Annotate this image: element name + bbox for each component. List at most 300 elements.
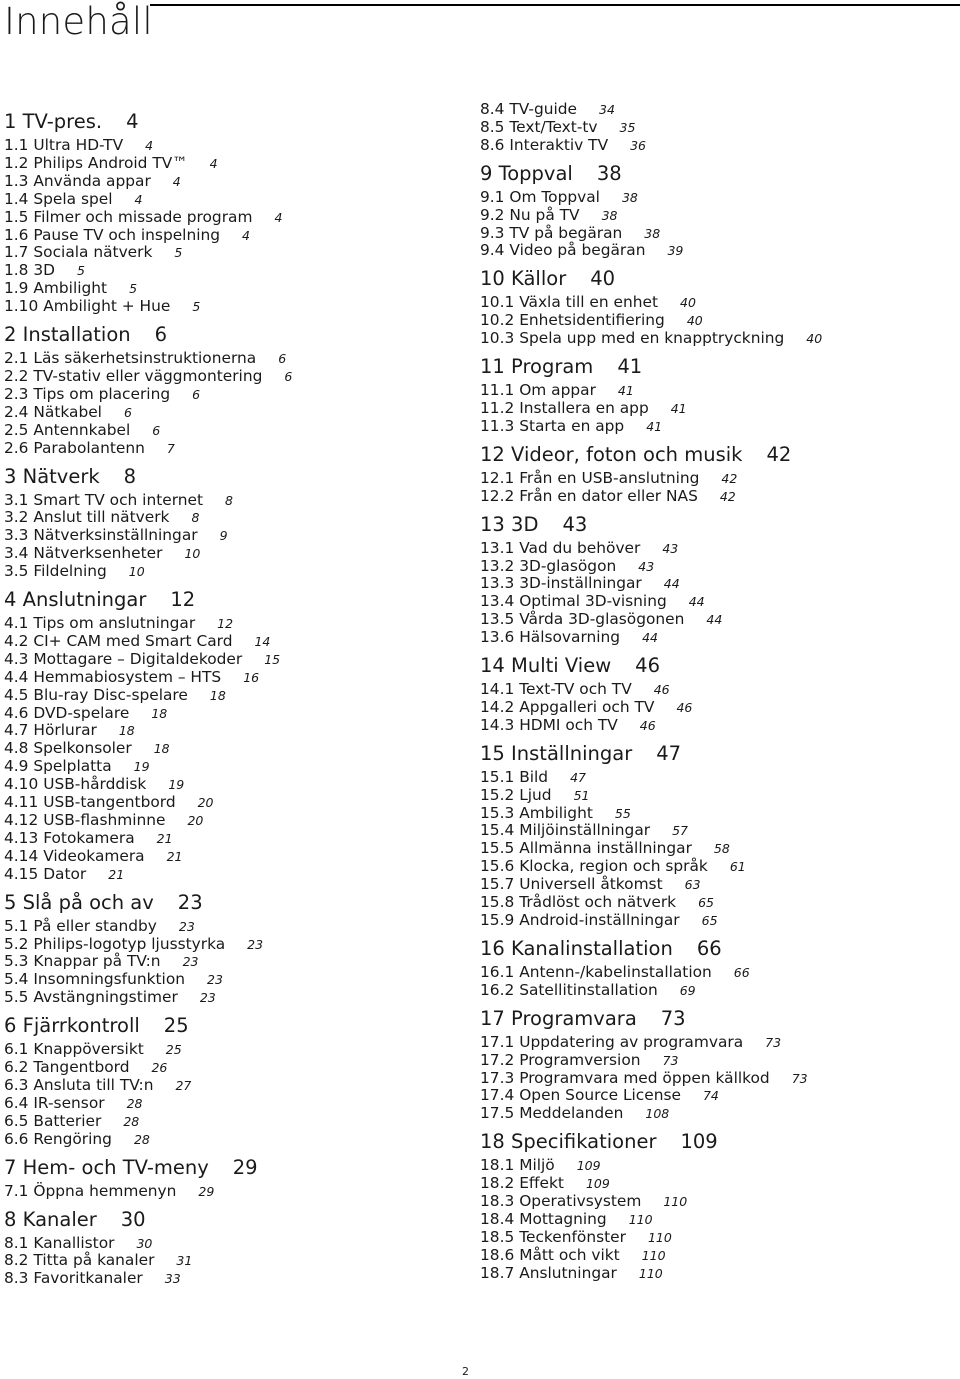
toc-entry[interactable] (480, 1070, 955, 1088)
entry-title: Antennkabel (33, 420, 131, 439)
toc-entry[interactable] (480, 488, 955, 506)
chapter-page: 109 (680, 1130, 718, 1154)
toc-entry[interactable] (4, 563, 464, 581)
chapter-title: Specifikationer (511, 1130, 657, 1154)
entry-title: Om appar (519, 381, 596, 400)
entry-page: 20 (197, 795, 214, 811)
entry-title: Klocka, region och språk (519, 857, 708, 876)
entry-page: 6 (284, 368, 293, 384)
toc-chapter[interactable] (4, 588, 464, 612)
chapter-page: 8 (123, 464, 137, 488)
toc-chapter[interactable] (480, 443, 955, 467)
entry-page: 35 (619, 119, 636, 135)
entry-title: Rengöring (33, 1129, 112, 1148)
chapter-title: Programvara (511, 1006, 637, 1030)
toc-entry[interactable] (4, 1077, 464, 1095)
entry-title: Sociala nätverk (33, 243, 153, 262)
chapter-page: 46 (635, 654, 660, 678)
toc-entry[interactable] (4, 440, 464, 458)
toc-entry[interactable] (4, 705, 464, 723)
entry-page: 41 (670, 400, 687, 416)
entry-number: 5.2 (4, 934, 29, 953)
entry-number: 15.8 (480, 893, 515, 912)
entry-page: 44 (642, 630, 658, 646)
entry-number: 15.9 (480, 911, 515, 929)
toc-entry[interactable] (480, 1087, 955, 1105)
entry-number: 4.9 (4, 757, 29, 776)
toc-entry[interactable] (4, 633, 464, 651)
toc-entry[interactable] (4, 509, 464, 527)
chapter-page: 25 (163, 1014, 189, 1038)
toc-entry[interactable] (480, 858, 955, 876)
toc-chapter[interactable] (4, 1156, 464, 1180)
toc-entry[interactable] (4, 812, 464, 830)
toc-entry[interactable] (480, 242, 955, 260)
entry-title: Kanallistor (33, 1233, 115, 1252)
entry-number: 18.6 (480, 1245, 515, 1264)
chapter-page: 47 (656, 741, 682, 765)
toc-entry[interactable] (480, 593, 955, 611)
entry-number: 13.5 (480, 610, 515, 629)
entry-title: USB-tangentbord (43, 793, 176, 812)
toc-chapter[interactable] (4, 1014, 464, 1038)
toc-entry[interactable] (480, 470, 955, 488)
toc-chapter[interactable] (480, 162, 955, 186)
toc-chapter[interactable] (4, 1208, 464, 1232)
entry-page: 6 (278, 351, 287, 367)
toc-entry[interactable] (480, 681, 955, 699)
toc-entry[interactable] (480, 382, 955, 400)
toc-entry[interactable] (4, 1183, 464, 1201)
toc-entry[interactable] (480, 1157, 955, 1175)
toc-entry[interactable] (4, 687, 464, 705)
entry-page: 25 (165, 1042, 182, 1058)
entry-page: 6 (152, 422, 161, 438)
entry-page: 5 (77, 263, 85, 279)
toc-entry[interactable] (480, 225, 955, 243)
toc-entry[interactable] (480, 207, 955, 225)
chapter-number: 4 (4, 588, 17, 612)
entry-number: 1.4 (4, 189, 29, 208)
entry-page: 38 (601, 207, 618, 223)
entry-number: 15.6 (480, 857, 515, 876)
entry-title: Läs säkerhetsinstruktionerna (33, 349, 257, 368)
toc-entry[interactable] (480, 1211, 955, 1229)
toc-chapter[interactable] (480, 1130, 955, 1154)
toc-entry[interactable] (480, 330, 955, 348)
toc-entry[interactable] (4, 404, 464, 422)
chapter-title: Nätverk (22, 464, 100, 488)
toc-entry[interactable] (480, 840, 955, 858)
entry-title: Tips om placering (33, 384, 171, 403)
toc-entry[interactable] (480, 894, 955, 912)
chapter-title: Anslutningar (22, 588, 147, 612)
entry-page: 28 (133, 1131, 150, 1147)
entry-number: 1.1 (4, 136, 29, 154)
entry-title: CI+ CAM med Smart Card (33, 631, 233, 650)
entry-title: Från en dator eller NAS (519, 486, 698, 505)
entry-title: Text/Text-tv (509, 117, 598, 136)
toc-entry[interactable] (4, 227, 464, 245)
toc-entry[interactable] (480, 1034, 955, 1052)
entry-page: 65 (701, 913, 718, 928)
entry-title: Insomningsfunktion (33, 970, 186, 989)
toc-entry[interactable] (480, 189, 955, 207)
toc-entry[interactable] (4, 492, 464, 510)
entry-number: 4.11 (4, 793, 39, 812)
toc-entry[interactable] (480, 787, 955, 805)
entry-page: 5 (192, 299, 201, 315)
entry-page: 73 (662, 1052, 679, 1068)
toc-entry[interactable] (480, 119, 955, 137)
chapter-number: 3 (4, 464, 17, 488)
entry-page: 41 (617, 383, 634, 399)
entry-page: 110 (628, 1211, 653, 1227)
entry-number: 13.2 (480, 556, 515, 575)
entry-number: 18.4 (480, 1209, 515, 1228)
toc-chapter[interactable] (4, 110, 464, 134)
toc-entry[interactable] (4, 137, 464, 155)
toc-entry[interactable] (4, 848, 464, 866)
entry-page: 18 (153, 741, 170, 757)
toc-entry[interactable] (4, 209, 464, 227)
entry-number: 9.4 (480, 241, 505, 260)
entry-number: 9.1 (480, 187, 505, 206)
toc-entry[interactable] (4, 280, 464, 298)
toc-entry[interactable] (480, 717, 955, 735)
toc-entry[interactable] (480, 1175, 955, 1193)
toc-entry[interactable] (4, 173, 464, 191)
entry-title: Om Toppval (509, 187, 600, 206)
entry-title: Interaktiv TV (509, 135, 609, 154)
toc-entry[interactable] (4, 1113, 464, 1131)
entry-number: 1.7 (4, 243, 29, 262)
entry-page: 15 (264, 651, 281, 667)
chapter-number: 11 (480, 355, 505, 379)
entry-title: Filmer och missade program (33, 207, 253, 226)
chapter-number: 9 (480, 161, 493, 185)
toc-chapter[interactable] (480, 355, 955, 379)
entry-page: 65 (698, 895, 714, 911)
chapter-title: Fjärrkontroll (22, 1014, 140, 1038)
toc-entry[interactable] (4, 740, 464, 758)
toc-entry[interactable] (480, 1265, 955, 1283)
toc-entry[interactable] (4, 527, 464, 545)
entry-number: 4.10 (4, 775, 39, 794)
entry-page: 38 (644, 225, 661, 241)
toc-entry[interactable] (4, 155, 464, 173)
entry-title: På eller standby (33, 916, 157, 935)
entry-number: 5.3 (4, 952, 29, 971)
entry-title: Video på begäran (509, 241, 646, 260)
toc-entry[interactable] (480, 1052, 955, 1070)
entry-page: 73 (791, 1070, 808, 1086)
toc-chapter[interactable] (480, 742, 955, 766)
entry-title: Parabolantenn (33, 438, 145, 457)
entry-title: Appgalleri och TV (519, 697, 655, 716)
toc-entry[interactable] (4, 422, 464, 440)
entry-page: 47 (570, 769, 586, 785)
entry-title: Använda appar (33, 171, 151, 190)
toc-entry[interactable] (480, 629, 955, 647)
entry-title: Vårda 3D-glasögonen (519, 610, 685, 629)
chapter-page: 43 (562, 512, 588, 536)
chapter-number: 12 (480, 442, 505, 466)
toc-entry[interactable] (4, 830, 464, 848)
entry-page: 40 (806, 331, 823, 347)
entry-number: 4.7 (4, 721, 29, 740)
toc-entry[interactable] (480, 805, 955, 823)
toc-entry[interactable] (480, 876, 955, 894)
toc-entry[interactable] (480, 964, 955, 982)
entry-number: 4.5 (4, 685, 29, 704)
entry-title: Programvara med öppen källkod (519, 1068, 770, 1087)
entry-number: 18.1 (480, 1156, 515, 1175)
chapter-title: Källor (511, 267, 567, 291)
entry-title: Öppna hemmenyn (33, 1181, 177, 1200)
entry-title: Vad du behöver (519, 538, 641, 557)
entry-page: 18 (151, 705, 168, 721)
toc-entry[interactable] (4, 262, 464, 280)
toc-entry[interactable] (4, 1059, 464, 1077)
entry-number: 10.1 (480, 293, 515, 312)
chapter-page: 30 (120, 1207, 146, 1231)
entry-page: 21 (156, 830, 173, 846)
toc-entry[interactable] (4, 971, 464, 989)
entry-page: 43 (638, 558, 655, 574)
entry-page: 110 (641, 1247, 666, 1263)
entry-page: 4 (145, 138, 154, 153)
toc-entry[interactable] (4, 1270, 464, 1288)
toc-entry[interactable] (4, 794, 464, 812)
toc-chapter[interactable] (4, 323, 464, 347)
entry-title: TV på begäran (509, 223, 623, 242)
entry-title: Ansluta till TV:n (33, 1075, 154, 1094)
entry-number: 4.14 (4, 846, 39, 865)
toc-entry[interactable] (4, 953, 464, 971)
entry-number: 8.6 (480, 135, 505, 154)
entry-page: 8 (225, 492, 233, 508)
entry-number: 3.3 (4, 526, 29, 545)
toc-entry[interactable] (480, 982, 955, 1000)
entry-page: 21 (108, 866, 125, 882)
entry-number: 17.3 (480, 1068, 515, 1087)
entry-number: 17.5 (480, 1104, 515, 1123)
toc-chapter[interactable] (480, 1007, 955, 1031)
entry-number: 11.2 (480, 398, 515, 417)
entry-title: Fildelning (33, 562, 107, 581)
entry-page: 27 (175, 1077, 192, 1093)
entry-page: 41 (646, 418, 663, 434)
entry-number: 3.4 (4, 544, 29, 563)
entry-page: 46 (639, 717, 656, 733)
toc-chapter[interactable] (480, 267, 955, 291)
toc-entry[interactable] (480, 699, 955, 717)
entry-page: 51 (573, 787, 590, 803)
toc-entry[interactable] (4, 866, 464, 884)
entry-number: 15.5 (480, 839, 515, 858)
entry-page: 42 (719, 488, 736, 504)
toc-entry[interactable] (4, 1252, 464, 1270)
entry-number: 1.2 (4, 153, 29, 172)
toc-entry[interactable] (4, 1041, 464, 1059)
toc-chapter[interactable] (480, 654, 955, 678)
toc-entry[interactable] (4, 1131, 464, 1149)
entry-title: Philips Android TV™ (33, 153, 188, 172)
entry-title: Bild (519, 767, 549, 786)
toc-entry[interactable] (4, 350, 464, 368)
entry-title: Smart TV och internet (33, 490, 204, 509)
toc-entry[interactable] (480, 312, 955, 330)
entry-title: Favoritkanaler (33, 1269, 143, 1288)
toc-entry[interactable] (4, 989, 464, 1007)
chapter-number: 10 (480, 267, 505, 291)
toc-entry[interactable] (480, 137, 955, 155)
chapter-page: 42 (766, 442, 792, 466)
entry-title: Spela upp med en knapptryckning (519, 329, 785, 348)
toc-entry[interactable] (480, 101, 955, 119)
entry-number: 1.9 (4, 279, 29, 298)
entry-number: 2.4 (4, 402, 29, 421)
toc-entry[interactable] (4, 669, 464, 687)
entry-page: 44 (688, 594, 705, 610)
toc-entry[interactable] (480, 912, 955, 930)
toc-entry[interactable] (480, 611, 955, 629)
entry-page: 110 (663, 1194, 688, 1210)
entry-page: 18 (118, 723, 135, 739)
chapter-number: 18 (480, 1130, 505, 1154)
entry-title: USB-flashminne (43, 811, 166, 829)
toc-entry[interactable] (480, 1193, 955, 1211)
toc-entry[interactable] (4, 368, 464, 386)
entry-number: 8.3 (4, 1269, 29, 1288)
entry-number: 1.3 (4, 171, 29, 190)
entry-page: 23 (178, 918, 195, 934)
toc-entry[interactable] (480, 575, 955, 593)
toc-entry[interactable] (480, 1229, 955, 1247)
toc-entry[interactable] (480, 418, 955, 436)
entry-page: 7 (166, 440, 175, 456)
entry-number: 5.1 (4, 916, 29, 935)
toc-entry[interactable] (4, 244, 464, 262)
chapter-number: 13 (480, 512, 505, 536)
toc-entry[interactable] (480, 558, 955, 576)
entry-number: 4.6 (4, 703, 29, 722)
toc-entry[interactable] (4, 758, 464, 776)
toc-entry[interactable] (4, 651, 464, 669)
entry-title: Från en USB-anslutning (519, 468, 700, 487)
entry-number: 4.15 (4, 864, 39, 883)
toc-entry[interactable] (4, 545, 464, 563)
chapter-page: 6 (154, 323, 168, 347)
toc-entry[interactable] (4, 386, 464, 404)
top-rule (150, 4, 960, 6)
toc-entry[interactable] (4, 936, 464, 954)
toc-chapter[interactable] (4, 891, 464, 915)
entry-title: Knappöversikt (33, 1040, 144, 1059)
entry-page: 39 (667, 243, 684, 259)
chapter-title: Kanalinstallation (511, 936, 673, 960)
entry-title: Nätverksinställningar (33, 526, 198, 545)
toc-entry[interactable] (480, 1247, 955, 1265)
toc-entry[interactable] (4, 722, 464, 740)
entry-number: 15.3 (480, 803, 515, 822)
entry-number: 4.4 (4, 667, 29, 686)
toc-entry[interactable] (4, 615, 464, 633)
entry-page: 14 (254, 633, 271, 649)
entry-number: 10.3 (480, 329, 515, 348)
entry-number: 15.1 (480, 767, 515, 786)
entry-number: 6.4 (4, 1093, 29, 1112)
entry-title: TV-stativ eller väggmontering (33, 366, 263, 385)
entry-title: 3D-inställningar (519, 574, 642, 593)
entry-number: 9.2 (480, 205, 505, 224)
toc-entry[interactable] (480, 400, 955, 418)
toc-chapter[interactable] (4, 465, 464, 489)
toc-entry[interactable] (4, 776, 464, 794)
toc-entry[interactable] (4, 298, 464, 316)
entry-page: 44 (663, 576, 680, 592)
toc-chapter[interactable] (480, 513, 955, 537)
toc-entry[interactable] (480, 822, 955, 840)
chapter-page: 23 (177, 890, 203, 914)
entry-page: 4 (172, 173, 181, 189)
entry-number: 14.3 (480, 715, 515, 734)
toc-entry[interactable] (480, 294, 955, 312)
entry-number: 3.1 (4, 490, 29, 509)
entry-number: 4.8 (4, 739, 29, 758)
entry-page: 28 (126, 1095, 143, 1111)
toc-entry[interactable] (480, 1105, 955, 1123)
entry-page: 16 (243, 669, 260, 685)
toc-chapter[interactable] (480, 937, 955, 961)
toc-entry[interactable] (4, 1095, 464, 1113)
entry-title: Spelplatta (33, 757, 112, 776)
entry-number: 6.2 (4, 1058, 29, 1077)
toc-entry[interactable] (480, 540, 955, 558)
entry-page: 108 (645, 1106, 670, 1122)
entry-title: Avstängningstimer (33, 988, 178, 1007)
entry-number: 13.3 (480, 574, 515, 593)
entry-title: Mått och vikt (519, 1245, 620, 1264)
entry-page: 44 (706, 612, 723, 628)
toc-entry[interactable] (4, 918, 464, 936)
entry-title: Titta på kanaler (33, 1251, 155, 1270)
entry-page: 40 (686, 313, 703, 329)
entry-page: 19 (168, 777, 185, 793)
entry-page: 74 (702, 1088, 719, 1104)
entry-title: USB-hårddisk (43, 775, 147, 794)
entry-title: Nätverksenheter (33, 544, 163, 563)
entry-page: 66 (733, 964, 750, 980)
chapter-title: Videor, foton och musik (511, 442, 743, 466)
entry-title: Universell åtkomst (519, 875, 663, 894)
entry-page: 69 (679, 982, 696, 998)
toc-entry[interactable] (4, 1235, 464, 1253)
entry-title: Anslutningar (519, 1263, 617, 1282)
entry-title: 3D-glasögon (519, 556, 617, 575)
entry-title: Tangentbord (33, 1058, 130, 1077)
entry-title: Ljud (519, 785, 552, 804)
entry-title: Starta en app (519, 416, 625, 435)
chapter-title: TV-pres. (22, 110, 103, 133)
toc-entry[interactable] (4, 191, 464, 209)
entry-number: 1.6 (4, 225, 29, 244)
chapter-page: 38 (596, 161, 622, 185)
toc-entry[interactable] (480, 769, 955, 787)
chapter-number: 1 (4, 110, 17, 133)
entry-number: 2.5 (4, 420, 29, 439)
